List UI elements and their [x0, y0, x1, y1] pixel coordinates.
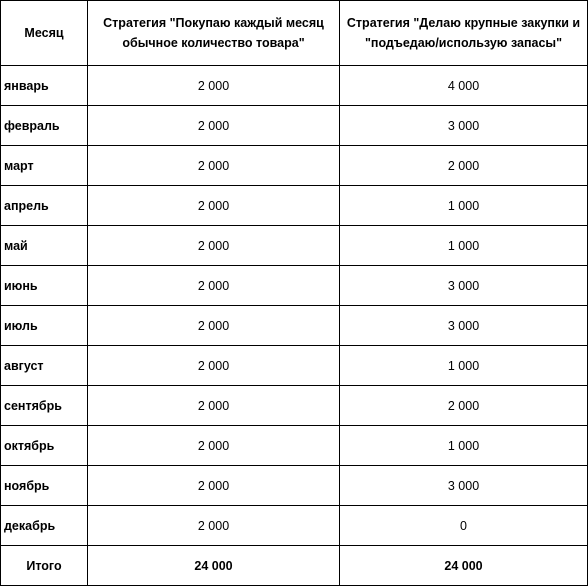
- month-cell: январь: [1, 66, 88, 106]
- strategy-a-cell: 2 000: [88, 186, 340, 226]
- strategy-a-cell: 2 000: [88, 306, 340, 346]
- strategy-a-cell: 2 000: [88, 466, 340, 506]
- strategy-b-cell: 0: [340, 506, 588, 546]
- strategy-a-cell: 2 000: [88, 226, 340, 266]
- total-strategy-a: 24 000: [88, 546, 340, 586]
- total-row: [1, 546, 588, 586]
- table-row: [1, 146, 588, 186]
- strategy-b-cell: 1 000: [340, 226, 588, 266]
- strategy-b-cell: 1 000: [340, 346, 588, 386]
- strategy-b-cell: 1 000: [340, 426, 588, 466]
- month-cell: ноябрь: [1, 466, 88, 506]
- month-cell: октябрь: [1, 426, 88, 466]
- header-row: [1, 1, 588, 66]
- strategy-a-cell: 2 000: [88, 106, 340, 146]
- strategy-a-cell: 2 000: [88, 506, 340, 546]
- strategy-a-cell: 2 000: [88, 146, 340, 186]
- strategy-a-cell: 2 000: [88, 426, 340, 466]
- total-label: Итого: [1, 546, 88, 586]
- month-cell: декабрь: [1, 506, 88, 546]
- strategy-a-cell: 2 000: [88, 66, 340, 106]
- table-row: [1, 306, 588, 346]
- month-cell: июль: [1, 306, 88, 346]
- month-cell: август: [1, 346, 88, 386]
- table-row: [1, 186, 588, 226]
- strategy-a-cell: 2 000: [88, 386, 340, 426]
- table-row: [1, 506, 588, 546]
- strategy-b-cell: 3 000: [340, 106, 588, 146]
- strategy-b-cell: 3 000: [340, 266, 588, 306]
- table-row: [1, 106, 588, 146]
- month-cell: сентябрь: [1, 386, 88, 426]
- strategy-b-cell: 4 000: [340, 66, 588, 106]
- month-column-header: Месяц: [1, 1, 88, 66]
- month-cell: февраль: [1, 106, 88, 146]
- strategy-b-cell: 2 000: [340, 386, 588, 426]
- table-row: [1, 226, 588, 266]
- month-cell: апрель: [1, 186, 88, 226]
- table-row: [1, 466, 588, 506]
- month-cell: июнь: [1, 266, 88, 306]
- table-row: [1, 386, 588, 426]
- strategy-b-cell: 3 000: [340, 306, 588, 346]
- table-row: [1, 346, 588, 386]
- strategy-a-cell: 2 000: [88, 266, 340, 306]
- month-cell: май: [1, 226, 88, 266]
- table-row: [1, 426, 588, 466]
- strategy-b-cell: 1 000: [340, 186, 588, 226]
- table-row: [1, 266, 588, 306]
- strategy-b-cell: 3 000: [340, 466, 588, 506]
- strategy-a-column-header: Стратегия "Покупаю каждый месяц обычное количество товара": [88, 1, 340, 66]
- strategy-b-column-header: Стратегия "Делаю крупные закупки и "подъедаю/использую запасы": [340, 1, 588, 66]
- month-cell: март: [1, 146, 88, 186]
- table-row: [1, 66, 588, 106]
- total-strategy-b: 24 000: [340, 546, 588, 586]
- strategy-a-cell: 2 000: [88, 346, 340, 386]
- strategy-b-cell: 2 000: [340, 146, 588, 186]
